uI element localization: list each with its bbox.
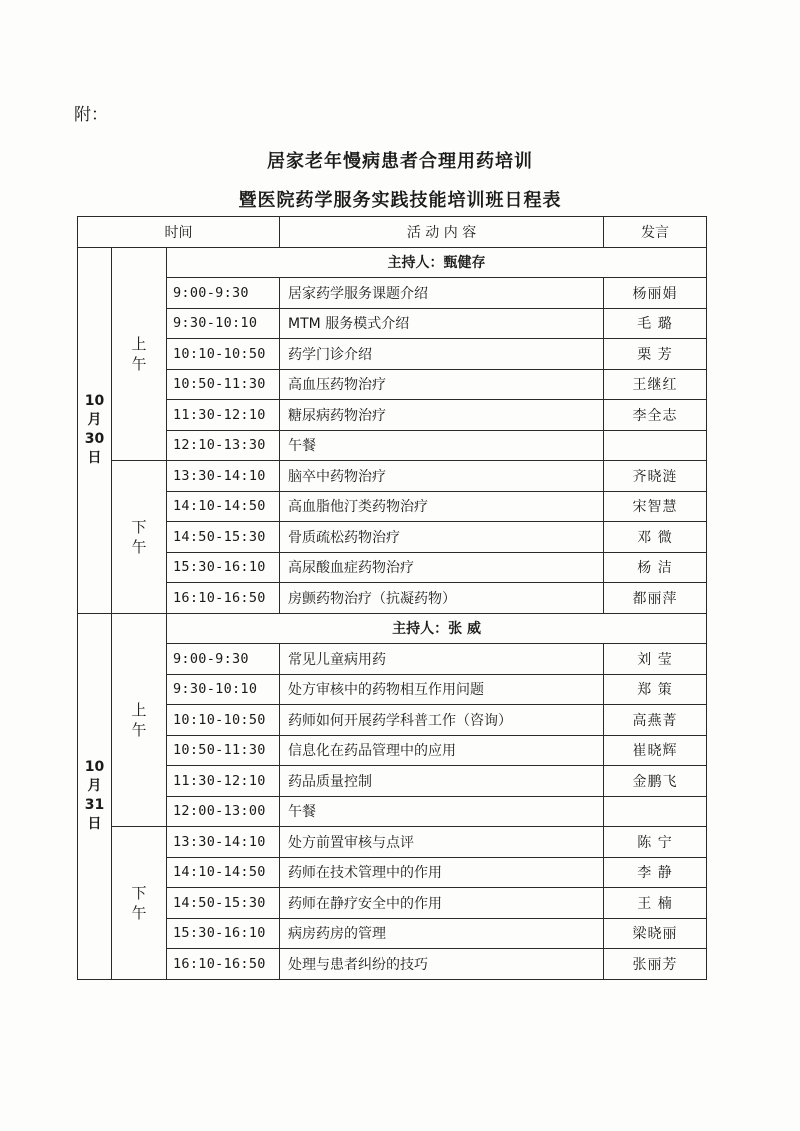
activity-cell: 房颤药物治疗（抗凝药物）	[280, 583, 604, 614]
period-morning: 上 午	[112, 613, 167, 827]
speaker-cell	[604, 796, 707, 827]
host-cell: 主持人：张 威	[167, 613, 707, 644]
activity-cell: 午餐	[280, 796, 604, 827]
table-row	[78, 583, 707, 614]
speaker-cell: 栗 芳	[604, 339, 707, 370]
time-cell: 11:30-12:10	[167, 766, 280, 797]
activity-cell: 药师如何开展药学科普工作（咨询）	[280, 705, 604, 736]
appendix-label: 附：	[74, 105, 108, 125]
time-cell: 15:30-16:10	[167, 552, 280, 583]
activity-cell: 午餐	[280, 430, 604, 461]
time-cell: 10:50-11:30	[167, 735, 280, 766]
time-cell: 10:10-10:50	[167, 339, 280, 370]
speaker-cell: 杨丽娟	[604, 278, 707, 309]
activity-cell: 药师在静疗安全中的作用	[280, 888, 604, 919]
speaker-cell: 张丽芳	[604, 949, 707, 980]
period-morning: 上 午	[112, 247, 167, 461]
table-row	[78, 735, 707, 766]
time-cell: 13:30-14:10	[167, 827, 280, 858]
table-row	[78, 400, 707, 431]
time-cell: 15:30-16:10	[167, 918, 280, 949]
speaker-cell: 李 静	[604, 857, 707, 888]
speaker-cell: 高燕菁	[604, 705, 707, 736]
activity-cell: 处理与患者纠纷的技巧	[280, 949, 604, 980]
activity-cell: 高尿酸血症药物治疗	[280, 552, 604, 583]
table-row	[78, 522, 707, 553]
speaker-cell: 李全志	[604, 400, 707, 431]
speaker-cell: 杨 洁	[604, 552, 707, 583]
document-subtitle: 暨医院药学服务实践技能培训班日程表	[238, 190, 562, 211]
time-cell: 12:10-13:30	[167, 430, 280, 461]
time-cell: 9:30-10:10	[167, 674, 280, 705]
table-row	[78, 705, 707, 736]
activity-cell: 处方审核中的药物相互作用问题	[280, 674, 604, 705]
table-row	[78, 339, 707, 370]
table-row	[78, 644, 707, 675]
table-row	[78, 278, 707, 309]
activity-cell: 骨质疏松药物治疗	[280, 522, 604, 553]
activity-cell: 高血脂他汀类药物治疗	[280, 491, 604, 522]
date-cell: 10 月 30 日	[78, 247, 112, 613]
time-cell: 16:10-16:50	[167, 583, 280, 614]
table-row	[78, 949, 707, 980]
activity-cell: MTM 服务模式介绍	[280, 308, 604, 339]
table-row	[78, 918, 707, 949]
activity-cell: 常见儿童病用药	[280, 644, 604, 675]
table-row	[78, 552, 707, 583]
table-row	[78, 888, 707, 919]
period-afternoon: 下 午	[112, 827, 167, 980]
speaker-cell: 王继红	[604, 369, 707, 400]
time-cell: 9:00-9:30	[167, 644, 280, 675]
time-cell: 14:10-14:50	[167, 491, 280, 522]
time-cell: 14:50-15:30	[167, 522, 280, 553]
speaker-cell: 崔晓辉	[604, 735, 707, 766]
speaker-cell: 刘 莹	[604, 644, 707, 675]
activity-cell: 糖尿病药物治疗	[280, 400, 604, 431]
table-row	[78, 674, 707, 705]
host-row	[78, 613, 707, 644]
activity-cell: 药学门诊介绍	[280, 339, 604, 370]
time-cell: 10:10-10:50	[167, 705, 280, 736]
speaker-cell	[604, 430, 707, 461]
speaker-cell: 宋智慧	[604, 491, 707, 522]
table-row	[78, 430, 707, 461]
date-cell: 10 月 31 日	[78, 613, 112, 979]
header-speaker: 发言	[604, 217, 707, 248]
host-cell: 主持人：甄健存	[167, 247, 707, 278]
speaker-cell: 齐晓涟	[604, 461, 707, 492]
time-cell: 14:10-14:50	[167, 857, 280, 888]
speaker-cell: 都丽萍	[604, 583, 707, 614]
speaker-cell: 王 楠	[604, 888, 707, 919]
table-row	[78, 461, 707, 492]
speaker-cell: 梁晓丽	[604, 918, 707, 949]
speaker-cell: 毛 璐	[604, 308, 707, 339]
activity-cell: 高血压药物治疗	[280, 369, 604, 400]
schedule-table	[77, 216, 707, 980]
header-row	[78, 217, 707, 248]
header-activity: 活 动 内 容	[280, 217, 604, 248]
period-afternoon: 下 午	[112, 461, 167, 614]
time-cell: 13:30-14:10	[167, 461, 280, 492]
host-row	[78, 247, 707, 278]
activity-cell: 脑卒中药物治疗	[280, 461, 604, 492]
table-row	[78, 369, 707, 400]
activity-cell: 药品质量控制	[280, 766, 604, 797]
speaker-cell: 邓 微	[604, 522, 707, 553]
speaker-cell: 金鹏飞	[604, 766, 707, 797]
activity-cell: 病房药房的管理	[280, 918, 604, 949]
time-cell: 9:30-10:10	[167, 308, 280, 339]
table-row	[78, 796, 707, 827]
activity-cell: 居家药学服务课题介绍	[280, 278, 604, 309]
table-row	[78, 857, 707, 888]
activity-cell: 信息化在药品管理中的应用	[280, 735, 604, 766]
activity-cell: 处方前置审核与点评	[280, 827, 604, 858]
document-title: 居家老年慢病患者合理用药培训	[267, 151, 533, 172]
time-cell: 16:10-16:50	[167, 949, 280, 980]
time-cell: 9:00-9:30	[167, 278, 280, 309]
time-cell: 14:50-15:30	[167, 888, 280, 919]
table-row	[78, 766, 707, 797]
table-row	[78, 827, 707, 858]
speaker-cell: 郑 策	[604, 674, 707, 705]
time-cell: 11:30-12:10	[167, 400, 280, 431]
table-row	[78, 308, 707, 339]
speaker-cell: 陈 宁	[604, 827, 707, 858]
time-cell: 10:50-11:30	[167, 369, 280, 400]
header-time: 时间	[78, 217, 280, 248]
time-cell: 12:00-13:00	[167, 796, 280, 827]
table-row	[78, 491, 707, 522]
activity-cell: 药师在技术管理中的作用	[280, 857, 604, 888]
